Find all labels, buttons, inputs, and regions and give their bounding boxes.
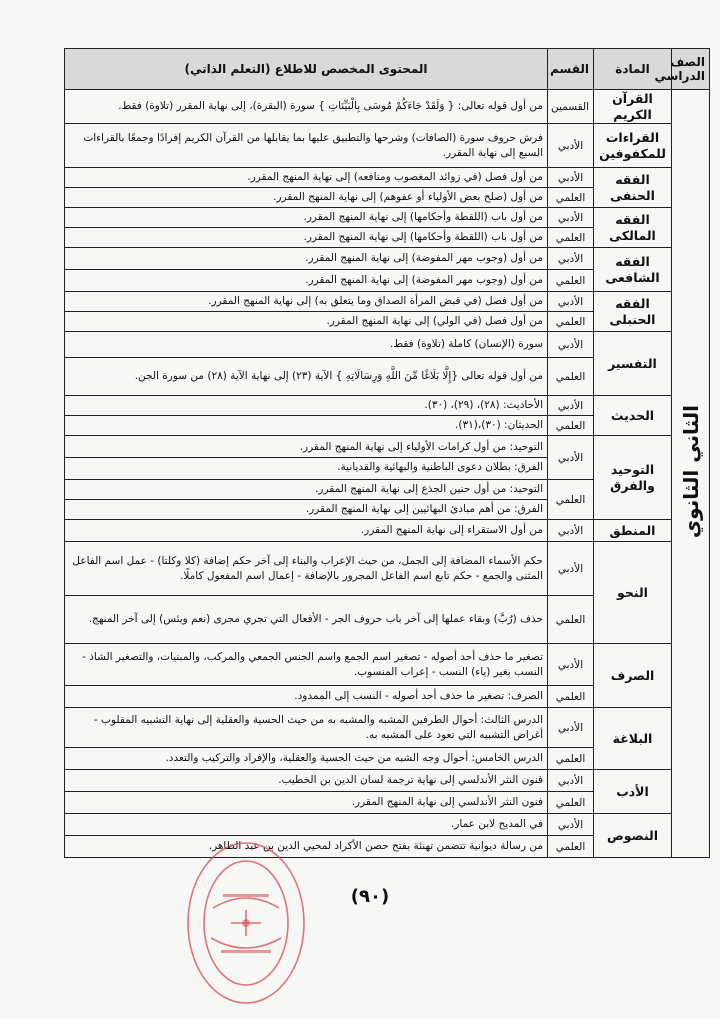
- content-cell: من أول (وجوب مهر المفوضة) إلى نهاية المنهج المقرر.: [65, 248, 548, 270]
- subject-cell: البلاغة: [594, 708, 672, 770]
- table-row: [65, 814, 710, 836]
- table-row: [65, 770, 710, 792]
- content-divider: [65, 457, 547, 458]
- table-row: [65, 208, 710, 228]
- section-cell: الأدبي: [548, 814, 594, 836]
- subject-cell: الفقه المالكى: [594, 208, 672, 248]
- page-number: (٩٠): [350, 886, 390, 907]
- section-cell: العلمي: [548, 792, 594, 814]
- content-divider: [65, 499, 547, 500]
- section-cell: العلمي: [548, 836, 594, 858]
- content-line: التوحيد: من أول كرامات الأولياء إلى نهاية المنهج المقرر.: [299, 441, 543, 454]
- subject-cell: الفقه الحنبلى: [594, 292, 672, 332]
- subject-cell: المنطق: [594, 520, 672, 542]
- section-cell: الأدبي: [548, 396, 594, 416]
- table-row: [65, 708, 710, 748]
- table-row: [65, 248, 710, 270]
- section-cell: العلمي: [548, 270, 594, 292]
- section-cell: العلمي: [548, 312, 594, 332]
- table-row: [65, 520, 710, 542]
- section-cell: القسمين: [548, 90, 594, 124]
- table-row: [65, 124, 710, 168]
- content-cell: من أول (صلح بعض الأولياء أو عفوهم) إلى نهاية المنهج المقرر.: [65, 188, 548, 208]
- content-cell: الدرس الثالث: أحوال الطرفين المشبه والمشبه به من حيث الحسية والعقلية إلى نهاية التشبيه المقلوب - أغراض التشبيه التي تعود على المشبه به.: [65, 708, 548, 748]
- table-row: [65, 396, 710, 416]
- header-subject: المادة: [594, 49, 672, 90]
- curriculum-table: [64, 48, 710, 858]
- section-cell: العلمي: [548, 686, 594, 708]
- section-cell: العلمي: [548, 416, 594, 436]
- content-cell: في المديح لابن عمار.: [65, 814, 548, 836]
- section-cell: الأدبي: [548, 248, 594, 270]
- subject-cell: الفقه الشافعى: [594, 248, 672, 292]
- content-cell: الصرف: تصغير ما حذف أحد أصوله - النسب إلى الممدود.: [65, 686, 548, 708]
- subject-cell: النصوص: [594, 814, 672, 858]
- section-cell: الأدبي: [548, 332, 594, 358]
- section-cell: الأدبي: [548, 770, 594, 792]
- table-row: [65, 644, 710, 686]
- subject-cell: الأدب: [594, 770, 672, 814]
- content-cell: [65, 436, 548, 480]
- section-cell: العلمي: [548, 748, 594, 770]
- section-cell: العلمي: [548, 596, 594, 644]
- official-stamp: [183, 838, 309, 1008]
- subject-cell: القراءات للمكفوفين: [594, 124, 672, 168]
- table-body: [65, 90, 710, 858]
- content-cell: [65, 480, 548, 520]
- table-row: [65, 168, 710, 188]
- content-line: التوحيد: من أول حنين الجذع إلى نهاية المنهج المقرر.: [315, 483, 543, 496]
- subject-cell: الفقه الحنفى: [594, 168, 672, 208]
- content-cell: سورة (الإنسان) كاملة (تلاوة) فقط.: [65, 332, 548, 358]
- content-cell: فنون النثر الأندلسي إلى نهاية ترجمة لسان الدين بن الخطيب.: [65, 770, 548, 792]
- content-cell: من أول قوله تعالى: { وَلَقَدْ جَاءَكُمْ مُوسَى بِالْبَيِّنَاتِ } سورة (البقرة)، إلى نهاية المقرر (تلاوة) فقط.: [65, 90, 548, 124]
- section-cell: الأدبي: [548, 292, 594, 312]
- table-header-row: [65, 49, 710, 90]
- grade-cell: [672, 90, 710, 858]
- subject-cell: الحديث: [594, 396, 672, 436]
- subject-cell: القرآن الكريم: [594, 90, 672, 124]
- content-cell: من أول فصل (في زوائد المغصوب ومنافعه) إلى نهاية المنهج المقرر.: [65, 168, 548, 188]
- content-line: الفرق: بطلان دعوى الباطنية والبهائية والقديانية.: [337, 461, 543, 474]
- content-cell: فنون النثر الأندلسي إلى نهاية المنهج المقرر.: [65, 792, 548, 814]
- section-cell: الأدبي: [548, 542, 594, 596]
- grade-label: الثاني الثانوي: [678, 404, 703, 538]
- section-cell: العلمي: [548, 480, 594, 520]
- content-cell: من أول فصل (في قبض المرأة الصداق وما يتعلق به) إلى نهاية المنهج المقرر.: [65, 292, 548, 312]
- content-cell: من أول قوله تعالى {إِلَّا بَلَاغًا مِّنَ اللَّهِ وَرِسَالَاتِهِ } الآية (٢٣) إلى نهاية الآية (٢٨) من سورة الجن.: [65, 358, 548, 396]
- subject-cell: التفسير: [594, 332, 672, 396]
- table-row: [65, 332, 710, 358]
- content-cell: من أول الاستقراء إلى نهاية المنهج المقرر.: [65, 520, 548, 542]
- content-cell: الأحاديث: (٢٨)، (٢٩)، (٣٠).: [65, 396, 548, 416]
- content-cell: حذف (رُبَّ) وبقاء عملها إلى آخر باب حروف الجر - الأفعال التي تجري مجرى (نعم وبئس) إلى آخر المنهج.: [65, 596, 548, 644]
- content-cell: من أول فصل (في الولي) إلى نهاية المنهج المقرر.: [65, 312, 548, 332]
- content-cell: الحديثان: (٣٠)،(٣١).: [65, 416, 548, 436]
- section-cell: الأدبي: [548, 436, 594, 480]
- content-line: الفرق: من أهم مبادئ البهائيين إلى نهاية المنهج المقرر.: [305, 503, 543, 516]
- subject-cell: التوحيد والفرق: [594, 436, 672, 520]
- content-cell: حكم الأسماء المضافة إلى الجمل، من حيث الإعراب والبناء إلى آخر حكم إضافة (كلا وكلتا) - عمل اسم الفاعل المثنى والجمع - حكم تابع اسم الفاعل المجرور بالإضافة - إعمال اسم المفعول كاملًا.: [65, 542, 548, 596]
- header-grade: الصف الدراسي: [672, 49, 710, 90]
- section-cell: الأدبي: [548, 168, 594, 188]
- section-cell: الأدبي: [548, 644, 594, 686]
- section-cell: الأدبي: [548, 520, 594, 542]
- section-cell: الأدبي: [548, 208, 594, 228]
- section-cell: الأدبي: [548, 124, 594, 168]
- content-cell: من أول (وجوب مهر المفوضة) إلى نهاية المنهج المقرر.: [65, 270, 548, 292]
- section-cell: العلمي: [548, 188, 594, 208]
- content-cell: الدرس الخامس: أحوال وجه الشبه من حيث الحسية والعقلية، والإفراد والتركيب والتعدد.: [65, 748, 548, 770]
- section-cell: الأدبي: [548, 708, 594, 748]
- content-cell: تصغير ما حذف أحد أصوله - تصغير اسم الجمع واسم الجنس الجمعي والمركب، والمبنيات، والتصغير الشاذ - النسب بغير (ياء) النسب - إعراب المنسوب.: [65, 644, 548, 686]
- header-content: المحتوى المخصص للاطلاع (التعلم الذاتي): [65, 49, 548, 90]
- header-section: القسم: [548, 49, 594, 90]
- content-cell: من رسالة ديوانية تتضمن تهنئة بفتح حصن الأكراد لمحيي الدين بن عبد الظاهر.: [65, 836, 548, 858]
- subject-cell: النحو: [594, 542, 672, 644]
- table-row: [65, 542, 710, 596]
- section-cell: العلمي: [548, 358, 594, 396]
- subject-cell: الصرف: [594, 644, 672, 708]
- content-cell: من أول باب (اللقطة وأحكامها) إلى نهاية المنهج المقرر.: [65, 208, 548, 228]
- table-row: [65, 436, 710, 480]
- content-cell: فرش حروف سورة (الصافات) وشرحها والتطبيق عليها بما يقابلها من القرآن الكريم إفرادًا وجمعًا بالقراءات السبع إلى نهاية المقرر.: [65, 124, 548, 168]
- section-cell: العلمي: [548, 228, 594, 248]
- table-row: [65, 90, 710, 124]
- table-row: [65, 292, 710, 312]
- content-cell: من أول باب (اللقطة وأحكامها) إلى نهاية المنهج المقرر.: [65, 228, 548, 248]
